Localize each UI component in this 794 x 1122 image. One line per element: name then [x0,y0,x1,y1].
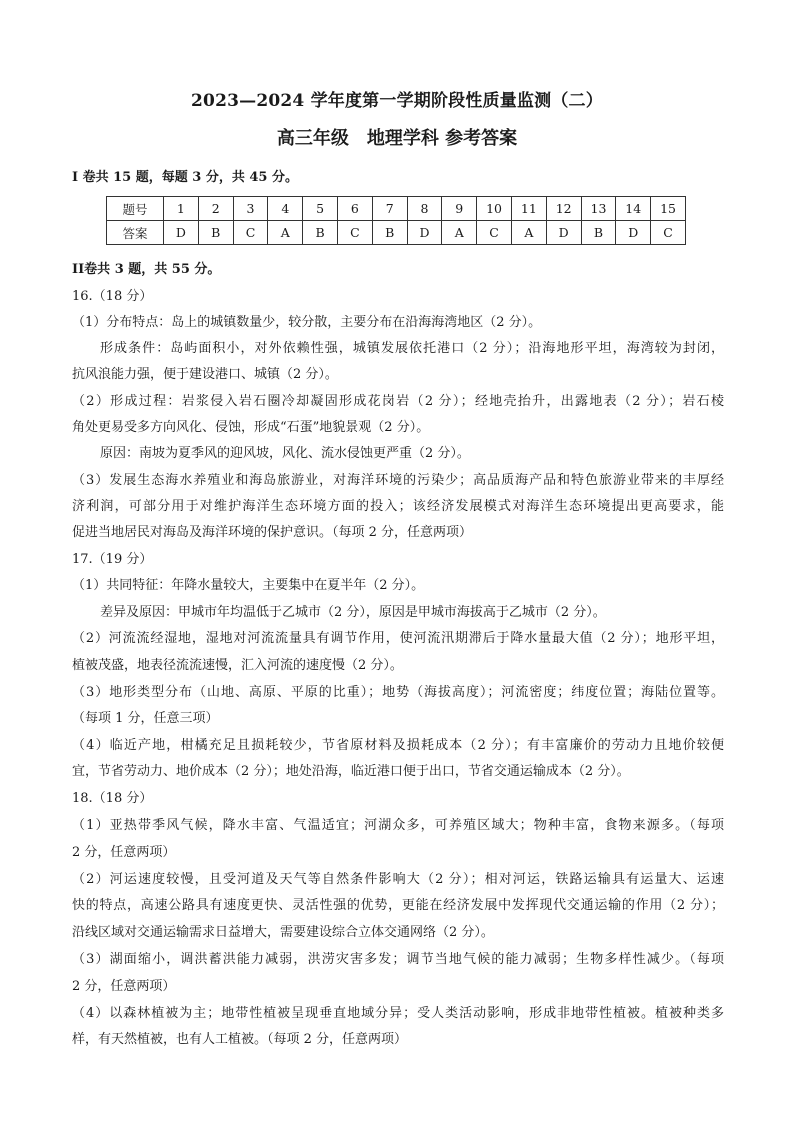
answer-line: （2）河运速度较慢，且受河道及天气等自然条件影响大（2 分）；相对河运，铁路运输具有运量大、运速 [72,872,724,887]
page-title: 2023—2024 学年度第一学期阶段性质量监测（二） [191,91,603,111]
answer-line: 差异及原因：甲城市年均温低于乙城市（2 分），原因是甲城市海拔高于乙城市（2 分）。 [100,605,606,620]
answer-line: 宜，节省劳动力、地价成本（2 分）；地处沿海，临近港口便于出口，节省交通运输成本（2 分）。 [72,764,630,779]
answer-cell: A [442,221,477,245]
answer-line: （1）分布特点：岛上的城镇数量少，较分散，主要分布在沿海海湾地区（2 分）。 [72,315,542,330]
answer-line: （每项 1 分，任意三项） [72,711,219,726]
row-label-answer: 答案 [107,221,164,245]
table-row-numbers [107,197,686,221]
answer-line: （3）湖面缩小，调洪蓄洪能力减弱，洪涝灾害多发；调节当地气候的能力减弱；生物多样性减少。（每项 [72,952,724,967]
answer-cell: C [477,221,512,245]
question-number: 13 [581,197,616,221]
question-number: 9 [442,197,477,221]
answer-line: 快的特点，高速公路具有速度更快、灵活性强的优势，更能在经济发展中发挥现代交通运输的作用（2 分）； [72,898,724,913]
question-number: 14 [616,197,651,221]
answer-line: 2 分，任意两项） [72,845,176,860]
answer-line: 促进当地居民对海岛及海洋环境的保护意识。（每项 2 分，任意两项） [72,525,473,540]
answer-cell: B [372,221,407,245]
answer-cell: D [546,221,581,245]
answer-line: 2 分，任意两项） [72,979,176,994]
answer-cell: C [233,221,268,245]
answer-line: 样，有天然植被，也有人工植被。（每项 2 分，任意两项） [72,1032,408,1047]
answer-line: 沿线区域对交通运输需求日益增大，需要建设综合立体交通网络（2 分）。 [72,925,494,940]
answer-cell: B [303,221,338,245]
answer-line: （3）发展生态海水养殖业和海岛旅游业，对海洋环境的污染少；高品质海产品和特色旅游业带来的丰厚经 [72,473,724,488]
question-number: 11 [511,197,546,221]
question-number: 3 [233,197,268,221]
question-number: 4 [268,197,303,221]
answer-cell: A [268,221,303,245]
answer-cell: A [511,221,546,245]
question-number: 2 [198,197,233,221]
answer-cell: D [616,221,651,245]
answer-line: （3）地形类型分布（山地、高原、平原的比重）；地势（海拔高度）；河流密度；纬度位置；海陆位置等。 [72,685,724,700]
answer-line: （2）形成过程：岩浆侵入岩石圈冷却凝固形成花岗岩（2 分）；经地壳抬升，出露地表（2 分）；岩石棱 [72,394,724,409]
answer-line: （1）共同特征：年降水量较大，主要集中在夏半年（2 分）。 [72,578,425,593]
table-row-answers [107,221,686,245]
row-label-number: 题号 [107,197,164,221]
answer-cell: C [337,221,372,245]
question-number: 12 [546,197,581,221]
question-number: 5 [303,197,338,221]
answer-line: 植被茂盛，地表径流流速慢，汇入河流的速度慢（2 分）。 [72,658,403,673]
answer-cell: B [581,221,616,245]
answer-cell: D [164,221,199,245]
answer-cell: B [198,221,233,245]
question-16-header: 16.（18 分） [72,289,153,304]
question-17-header: 17.（19 分） [72,552,153,567]
answer-line: （4）以森林植被为主；地带性植被呈现垂直地域分异；受人类活动影响，形成非地带性植被。植被种类多 [72,1006,724,1021]
answer-line: 抗风浪能力强，便于建设港口、城镇（2 分）。 [72,367,338,382]
answer-line: 形成条件：岛屿面积小，对外依赖性强，城镇发展依托港口（2 分）；沿海地形平坦，海湾较为封闭， [100,341,724,356]
answer-line: 原因：南坡为夏季风的迎风坡，风化、流水侵蚀更严重（2 分）。 [100,446,470,461]
question-number: 6 [337,197,372,221]
answer-cell: C [651,221,686,245]
answer-table [106,196,686,245]
answer-line: 济利润，可部分用于对维护海洋生态环境方面的投入；该经济发展模式对海洋生态环境提出更高要求，能 [72,499,724,514]
answer-line: （1）亚热带季风气候，降水丰富、气温适宜；河湖众多，可养殖区域大；物种丰富，食物来源多。（每项 [72,818,724,833]
question-18-header: 18.（18 分） [72,791,153,806]
page-subtitle: 高三年级 地理学科 参考答案 [276,128,518,149]
question-number: 1 [164,197,199,221]
part2-heading: II卷共 3 题，共 55 分。 [72,262,221,277]
question-number: 8 [407,197,442,221]
answer-line: （4）临近产地，柑橘充足且损耗较少，节省原材料及损耗成本（2 分）；有丰富廉价的劳动力且地价较便 [72,738,724,753]
part1-heading: I 卷共 15 题，每题 3 分，共 45 分。 [72,170,298,185]
answer-cell: D [407,221,442,245]
question-number: 7 [372,197,407,221]
answer-line: 角处更易受多方向风化、侵蚀，形成“石蛋”地貌景观（2 分）。 [72,420,430,435]
answer-line: （2）河流流经湿地，湿地对河流流量具有调节作用，使河流汛期滞后于降水量最大值（2 分）；地形平坦， [72,631,724,646]
question-number: 15 [651,197,686,221]
question-number: 10 [477,197,512,221]
